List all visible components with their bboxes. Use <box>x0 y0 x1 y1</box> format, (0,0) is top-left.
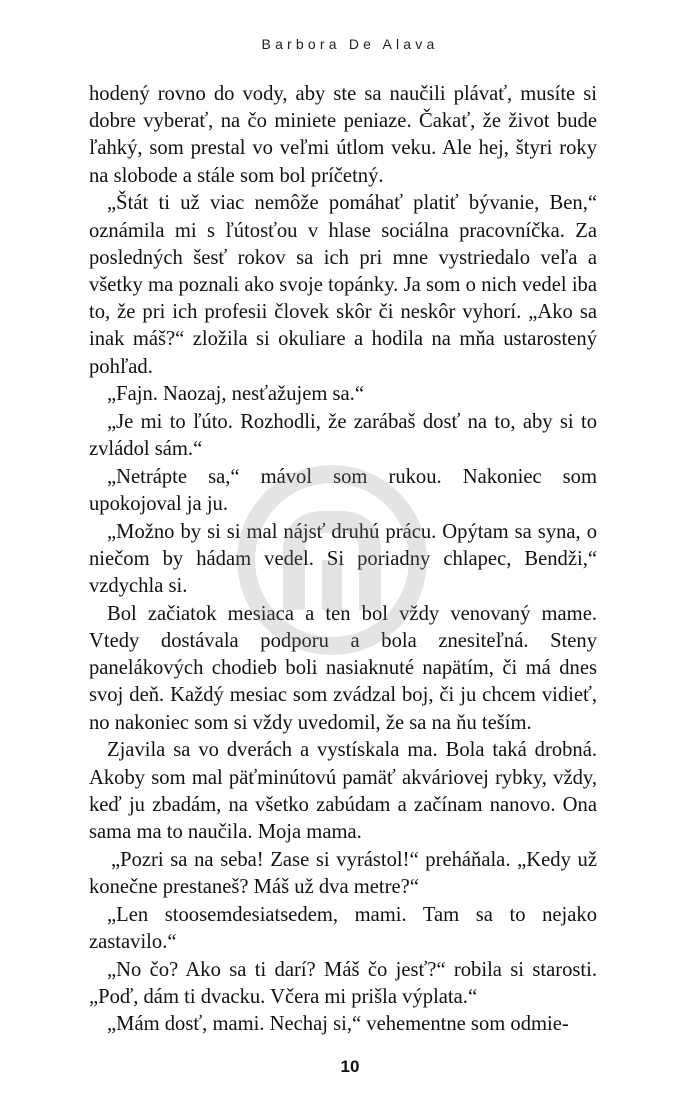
paragraph: „Len stoosemdesiatsedem, mami. Tam sa to nejako zastavilo.“ <box>89 903 597 953</box>
paragraph: „No čo? Ako sa ti darí? Máš čo jesť?“ robila si starosti. „Poď, dám ti dvacku. Včera mi prišla výplata.“ <box>89 958 597 1008</box>
paragraph: „Pozri sa na seba! Zase si vyrástol!“ preháňala. „Kedy už konečne prestaneš? Máš už dva metre?“ <box>89 848 597 898</box>
paragraph: „Netrápte sa,“ mávol som rukou. Nakoniec som upokojoval ja ju. <box>89 465 597 516</box>
body-text <box>89 81 597 1039</box>
paragraph: hodený rovno do vody, aby ste sa naučili plávať, musíte si dobre vyberať, na čo miniete peniaze. Čakať, že život bude ľahký, som prestal vo veľmi útlom veku. Ale hej, štyri roky na slobode a stále som bol príčetný. <box>89 83 597 187</box>
paragraph: Zjavila sa vo dverách a vystískala ma. Bola taká drobná. Akoby som mal päťminútovú pamäť akváriovej rybky, vždy, keď ju zbadám, na všetko zabúdam a začínam nanovo. Ona sama ma to naučila. Moja mama. <box>89 739 597 843</box>
running-head: Barbora De Alava <box>261 36 439 52</box>
paragraph: „Fajn. Naozaj, nesťažujem sa.“ <box>107 383 364 406</box>
page-number: 10 <box>340 1057 360 1076</box>
paragraph: „Možno by si si mal nájsť druhú prácu. Opýtam sa syna, o niečom by hádam vedel. Si poriadny chlapec, Bendži,“ vzdychla si. <box>89 520 597 598</box>
paragraph: „Štát ti už viac nemôže pomáhať platiť bývanie, Ben,“ oznámila mi s ľútosťou v hlase sociálna pracovníčka. Za posledných šesť rokov sa ich pri mne vystriedalo veľa a všetky ma poznali ako svoje topánky. Ja som o nich vedel iba to, že pri ich profesii človek skôr či neskôr vyhorí. „Ako sa inak máš?“ zložila si okuliare a hodila na mňa ustarostený pohľad. <box>89 192 597 378</box>
paragraph: „Mám dosť, mami. Nechaj si,“ vehementne som odmie- <box>107 1013 569 1036</box>
paragraph: „Je mi to ľúto. Rozhodli, že zarábaš dosť na to, aby si to zvládol sám.“ <box>89 410 597 461</box>
paragraph: Bol začiatok mesiaca a ten bol vždy venovaný mame. Vtedy dostávala podporu a bola znesiteľná. Steny panelákových chodieb boli nasiaknuté napätím, či má dnes svoj deň. Každý mesiac som zvádzal boj, či ju chcem vidieť, no nakoniec som si vždy uvedomil, že sa na ňu teším. <box>89 602 597 734</box>
